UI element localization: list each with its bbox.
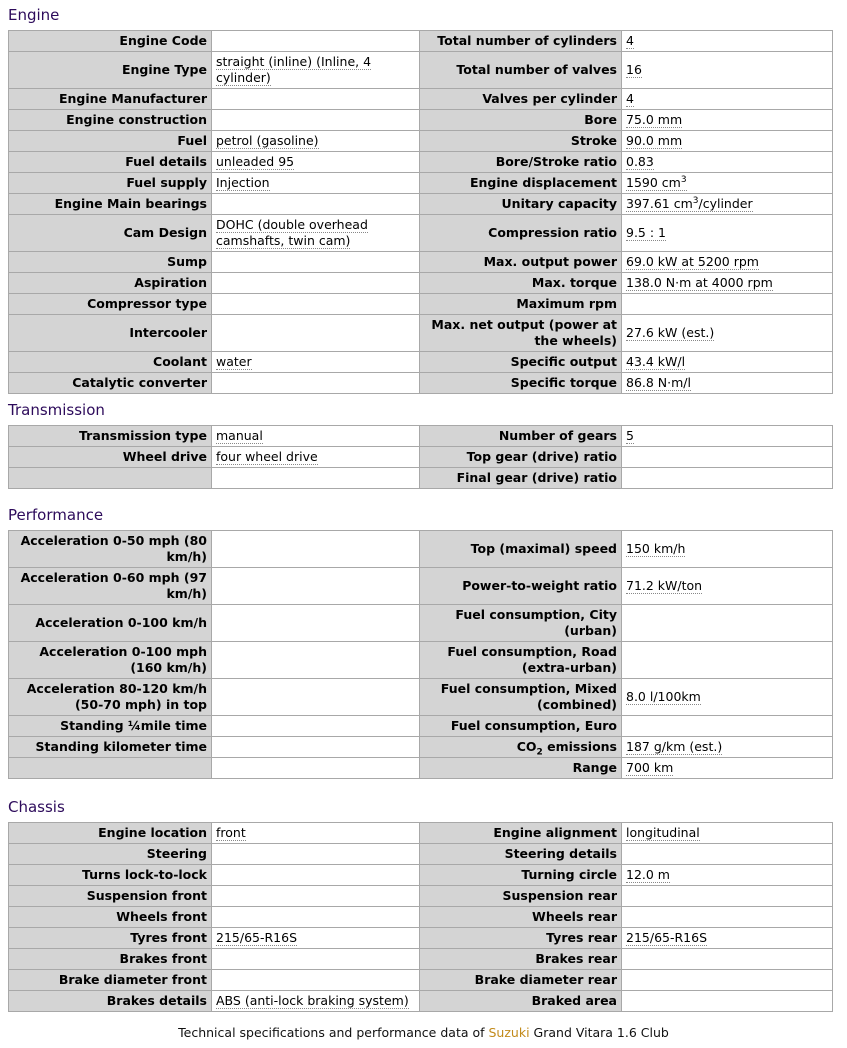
spec-label-text: Brake diameter rear [474,972,617,987]
spec-value [212,468,420,489]
spec-value-text: 215/65-R16S [216,930,298,945]
engine-table [8,30,833,394]
spec-label [420,315,622,352]
spec-label [420,737,622,758]
spec-value [212,928,420,949]
spec-label-text: Maximum rpm [516,296,617,311]
performance-table [8,530,833,779]
spec-label-text: Acceleration 0-100 mph (160 km/h) [39,644,207,675]
table-row [9,642,833,679]
spec-label [9,426,212,447]
spec-value [212,294,420,315]
spec-value [622,252,833,273]
spec-label-text: Bore [584,112,617,127]
spec-label-text: Valves per cylinder [482,91,617,106]
spec-label-text: Wheels rear [532,909,617,924]
spec-label [420,844,622,865]
spec-value [622,315,833,352]
spec-label-text: Wheels front [116,909,207,924]
spec-label [9,173,212,194]
section-title-transmission: Transmission [8,401,105,419]
spec-value [622,949,833,970]
spec-label [420,531,622,568]
table-row [9,737,833,758]
spec-label-text: Power-to-weight ratio [462,578,617,593]
spec-value [622,468,833,489]
spec-value [622,679,833,716]
spec-label [9,991,212,1012]
spec-label-text [516,739,617,758]
spec-label [9,152,212,173]
section-title-engine: Engine [8,6,60,24]
spec-label [420,215,622,252]
spec-label-text: Acceleration 0-50 mph (80 km/h) [20,533,207,564]
table-row [9,315,833,352]
spec-label-text: Number of gears [498,428,617,443]
spec-label [9,907,212,928]
spec-label-text: Total number of valves [456,62,617,77]
spec-label-text: Transmission type [79,428,207,443]
spec-value [622,716,833,737]
spec-value [212,152,420,173]
spec-value [212,865,420,886]
spec-value [622,89,833,110]
spec-label-text: Engine Manufacturer [58,91,207,106]
spec-value [212,252,420,273]
spec-value [212,823,420,844]
spec-label-text: Tyres front [130,930,207,945]
table-row [9,991,833,1012]
spec-value [212,215,420,252]
spec-label [420,928,622,949]
table-row [9,886,833,907]
footer-caption [0,1025,847,1040]
spec-value-text: 215/65-R16S [626,930,708,945]
spec-value-text: 0.83 [626,154,654,169]
spec-label-text: Final gear (drive) ratio [456,470,617,485]
spec-value [212,970,420,991]
spec-value-text: unleaded 95 [216,154,295,169]
spec-label-text: Acceleration 0-60 mph (97 km/h) [20,570,207,601]
spec-label [9,865,212,886]
spec-label-text: Engine displacement [469,175,617,190]
spec-value [212,737,420,758]
spec-label [420,252,622,273]
spec-value [212,194,420,215]
spec-value [622,605,833,642]
spec-value [212,758,420,779]
spec-label-text: Compressor type [87,296,207,311]
footer-prefix: Technical specifications and performance data of [178,1025,489,1040]
spec-label [9,315,212,352]
spec-value [212,173,420,194]
table-row [9,194,833,215]
spec-value-text: 12.0 m [626,867,670,882]
spec-value [622,531,833,568]
spec-label-text: Stroke [570,133,617,148]
spec-label [420,679,622,716]
spec-value [212,844,420,865]
section-title-chassis: Chassis [8,798,65,816]
spec-label-text: Top (maximal) speed [470,541,617,556]
spec-value [212,991,420,1012]
spec-label-text: Specific output [510,354,617,369]
spec-label [420,568,622,605]
spec-value [622,865,833,886]
spec-label-text: Brake diameter front [58,972,207,987]
table-row [9,679,833,716]
spec-value-text: four wheel drive [216,449,318,464]
spec-label [420,642,622,679]
spec-value [622,273,833,294]
spec-label-text: Bore/Stroke ratio [495,154,617,169]
table-row [9,294,833,315]
spec-label-text: Suspension rear [502,888,617,903]
spec-label [420,886,622,907]
table-row [9,110,833,131]
spec-label [9,447,212,468]
spec-value [212,315,420,352]
spec-label-text: Steering details [504,846,617,861]
spec-value [622,991,833,1012]
transmission-table [8,425,833,489]
spec-value [622,907,833,928]
spec-label [9,31,212,52]
spec-value-text: 187 g/km (est.) [626,739,723,754]
spec-label-text: Aspiration [134,275,207,290]
spec-value-text: petrol (gasoline) [216,133,319,148]
spec-value-text: 4 [626,33,634,48]
table-row [9,131,833,152]
spec-value [622,152,833,173]
spec-label-text: Engine construction [66,112,207,127]
spec-value-text: manual [216,428,263,443]
table-row [9,823,833,844]
text-part: emissions [542,739,617,754]
chassis-table [8,822,833,1012]
spec-value [622,844,833,865]
spec-label [420,273,622,294]
spec-label [9,758,212,779]
spec-label-text: Max. output power [483,254,617,269]
table-row [9,928,833,949]
footer-brand-link[interactable]: Suzuki [488,1025,530,1040]
spec-label [9,468,212,489]
spec-value [212,642,420,679]
table-row [9,907,833,928]
spec-label-text: Standing ¼mile time [60,718,207,733]
spec-label [420,907,622,928]
spec-value-text [626,196,753,212]
spec-value [622,215,833,252]
table-row [9,215,833,252]
spec-label [9,823,212,844]
table-row [9,173,833,194]
spec-value [212,447,420,468]
spec-value-text: 43.4 kW/l [626,354,686,369]
spec-value-text: water [216,354,252,369]
spec-value [212,568,420,605]
table-row [9,716,833,737]
spec-value-text: DOHC (double overhead camshafts, twin cam) [216,217,368,248]
spec-value [212,52,420,89]
spec-label-text: Fuel consumption, Euro [450,718,617,733]
spec-label-text: Cam Design [123,225,207,240]
spec-label [420,865,622,886]
spec-value-text: 90.0 mm [626,133,683,148]
spec-label [420,110,622,131]
table-row [9,52,833,89]
spec-label [9,194,212,215]
spec-value [622,110,833,131]
spec-label [9,215,212,252]
spec-label [420,468,622,489]
spec-value-text: 16 [626,62,642,77]
spec-value [622,568,833,605]
spec-value-text: 86.8 N·m/l [626,375,691,390]
spec-value [212,716,420,737]
spec-label-text: Specific torque [510,375,617,390]
table-row [9,89,833,110]
spec-label-text: Fuel details [125,154,207,169]
spec-value-text [626,175,687,191]
spec-label-text: Intercooler [129,325,207,340]
spec-value [622,737,833,758]
table-row [9,605,833,642]
spec-value-text: ABS (anti-lock braking system) [216,993,409,1008]
table-row [9,865,833,886]
table-row [9,31,833,52]
table-row [9,468,833,489]
table-row [9,426,833,447]
spec-label-text: Acceleration 0-100 km/h [35,615,207,630]
spec-label [420,31,622,52]
spec-label-text: Fuel consumption, Road (extra-urban) [447,644,617,675]
spec-value [212,273,420,294]
spec-label-text: Unitary capacity [501,196,617,211]
spec-value-text: 27.6 kW (est.) [626,325,715,340]
spec-label [9,886,212,907]
spec-value [622,447,833,468]
spec-value [212,352,420,373]
spec-label-text: Engine Main bearings [54,196,207,211]
spec-label-text: Fuel consumption, Mixed (combined) [440,681,617,712]
spec-value [622,426,833,447]
spec-label [420,716,622,737]
spec-label [9,737,212,758]
spec-label-text: Wheel drive [122,449,207,464]
spec-label-text: Brakes details [106,993,207,1008]
table-row [9,373,833,394]
table-row [9,568,833,605]
table-row [9,970,833,991]
spec-label [9,642,212,679]
spec-label [9,568,212,605]
table-row [9,531,833,568]
spec-label [9,531,212,568]
spec-label-text: Catalytic converter [72,375,207,390]
spec-value [622,194,833,215]
spec-label-text: Tyres rear [546,930,617,945]
spec-value-text: 138.0 N·m at 4000 rpm [626,275,773,290]
spec-label-text: Engine alignment [493,825,617,840]
spec-value [622,31,833,52]
spec-value [212,110,420,131]
spec-value [212,679,420,716]
spec-value [622,642,833,679]
spec-label-text: Compression ratio [488,225,617,240]
spec-label-text: Braked area [531,993,617,1008]
spec-value [212,886,420,907]
spec-value [622,928,833,949]
spec-label-text: Total number of cylinders [437,33,617,48]
spec-value [622,131,833,152]
spec-label-text: Turns lock-to-lock [81,867,207,882]
spec-label [9,294,212,315]
spec-value-text: 700 km [626,760,674,775]
spec-value [212,605,420,642]
spec-label-text: Fuel supply [126,175,207,190]
spec-value [622,970,833,991]
spec-value-text: 9.5 : 1 [626,225,666,240]
spec-label [9,352,212,373]
spec-label [9,52,212,89]
spec-value [622,758,833,779]
superscript: 3 [680,174,687,185]
spec-label [420,152,622,173]
spec-label [9,844,212,865]
spec-label-text: Top gear (drive) ratio [466,449,617,464]
spec-value [622,823,833,844]
spec-label [9,110,212,131]
spec-label [420,605,622,642]
spec-value [622,373,833,394]
spec-label [420,294,622,315]
spec-value [212,426,420,447]
spec-label [420,426,622,447]
spec-label [420,194,622,215]
spec-label-text: Turning circle [521,867,617,882]
spec-label [9,373,212,394]
spec-value [212,531,420,568]
spec-label-text: Engine Code [119,33,207,48]
spec-label-text: Steering [146,846,207,861]
table-row [9,758,833,779]
spec-label-text: Standing kilometer time [35,739,207,754]
spec-value [212,949,420,970]
spec-label-text: Max. net output (power at the wheels) [431,317,617,348]
section-title-performance: Performance [8,506,104,524]
spec-label-text: Coolant [153,354,207,369]
spec-value-text: front [216,825,246,840]
spec-label [420,52,622,89]
table-row [9,949,833,970]
spec-label [420,949,622,970]
spec-label-text: Sump [167,254,207,269]
footer-model: Grand Vitara 1.6 Club [529,1025,669,1040]
spec-value-text: 69.0 kW at 5200 rpm [626,254,759,269]
table-row [9,447,833,468]
spec-label-text: Range [572,760,617,775]
spec-label [420,991,622,1012]
spec-label [420,131,622,152]
spec-label [420,173,622,194]
text-part: 1590 cm [626,175,681,190]
spec-label [9,949,212,970]
spec-value [622,52,833,89]
spec-label-text: Acceleration 80-120 km/h (50-70 mph) in top [26,681,207,712]
spec-value-text: straight (inline) (Inline, 4 cylinder) [216,54,372,85]
spec-label [9,928,212,949]
spec-label-text: Brakes front [119,951,207,966]
superscript: 3 [692,195,699,206]
spec-label-text: Engine Type [121,62,207,77]
spec-value [622,294,833,315]
spec-label-text: Brakes rear [535,951,617,966]
spec-label [9,131,212,152]
spec-label [420,89,622,110]
spec-label [420,352,622,373]
spec-label-text: Engine location [98,825,207,840]
spec-label-text: Fuel [177,133,207,148]
spec-label-text: Fuel consumption, City (urban) [455,607,617,638]
spec-label [9,89,212,110]
spec-value-text: longitudinal [626,825,700,840]
spec-label [420,970,622,991]
spec-label [9,716,212,737]
text-part: CO [516,739,537,754]
table-row [9,152,833,173]
spec-value-text: 5 [626,428,634,443]
spec-value [212,907,420,928]
spec-label [420,758,622,779]
spec-value-text: 8.0 l/100km [626,689,701,704]
table-row [9,352,833,373]
spec-label [420,823,622,844]
spec-label [9,970,212,991]
spec-label [9,252,212,273]
table-row [9,252,833,273]
spec-value [622,173,833,194]
table-row [9,844,833,865]
spec-label-text: Suspension front [86,888,207,903]
spec-value [212,373,420,394]
spec-label [9,605,212,642]
text-part: /cylinder [698,196,753,211]
table-row [9,273,833,294]
spec-label [420,373,622,394]
spec-value-text: 150 km/h [626,541,686,556]
spec-value-text: 71.2 kW/ton [626,578,703,593]
spec-value-text: 75.0 mm [626,112,683,127]
spec-value [622,352,833,373]
spec-label-text: Max. torque [531,275,617,290]
spec-value [622,886,833,907]
spec-label [9,273,212,294]
spec-value-text: 4 [626,91,634,106]
spec-value-text: Injection [216,175,270,190]
spec-value [212,131,420,152]
subscript: 2 [536,747,543,758]
spec-value [212,89,420,110]
spec-label [9,679,212,716]
text-part: 397.61 cm [626,196,693,211]
spec-value [212,31,420,52]
spec-label [420,447,622,468]
